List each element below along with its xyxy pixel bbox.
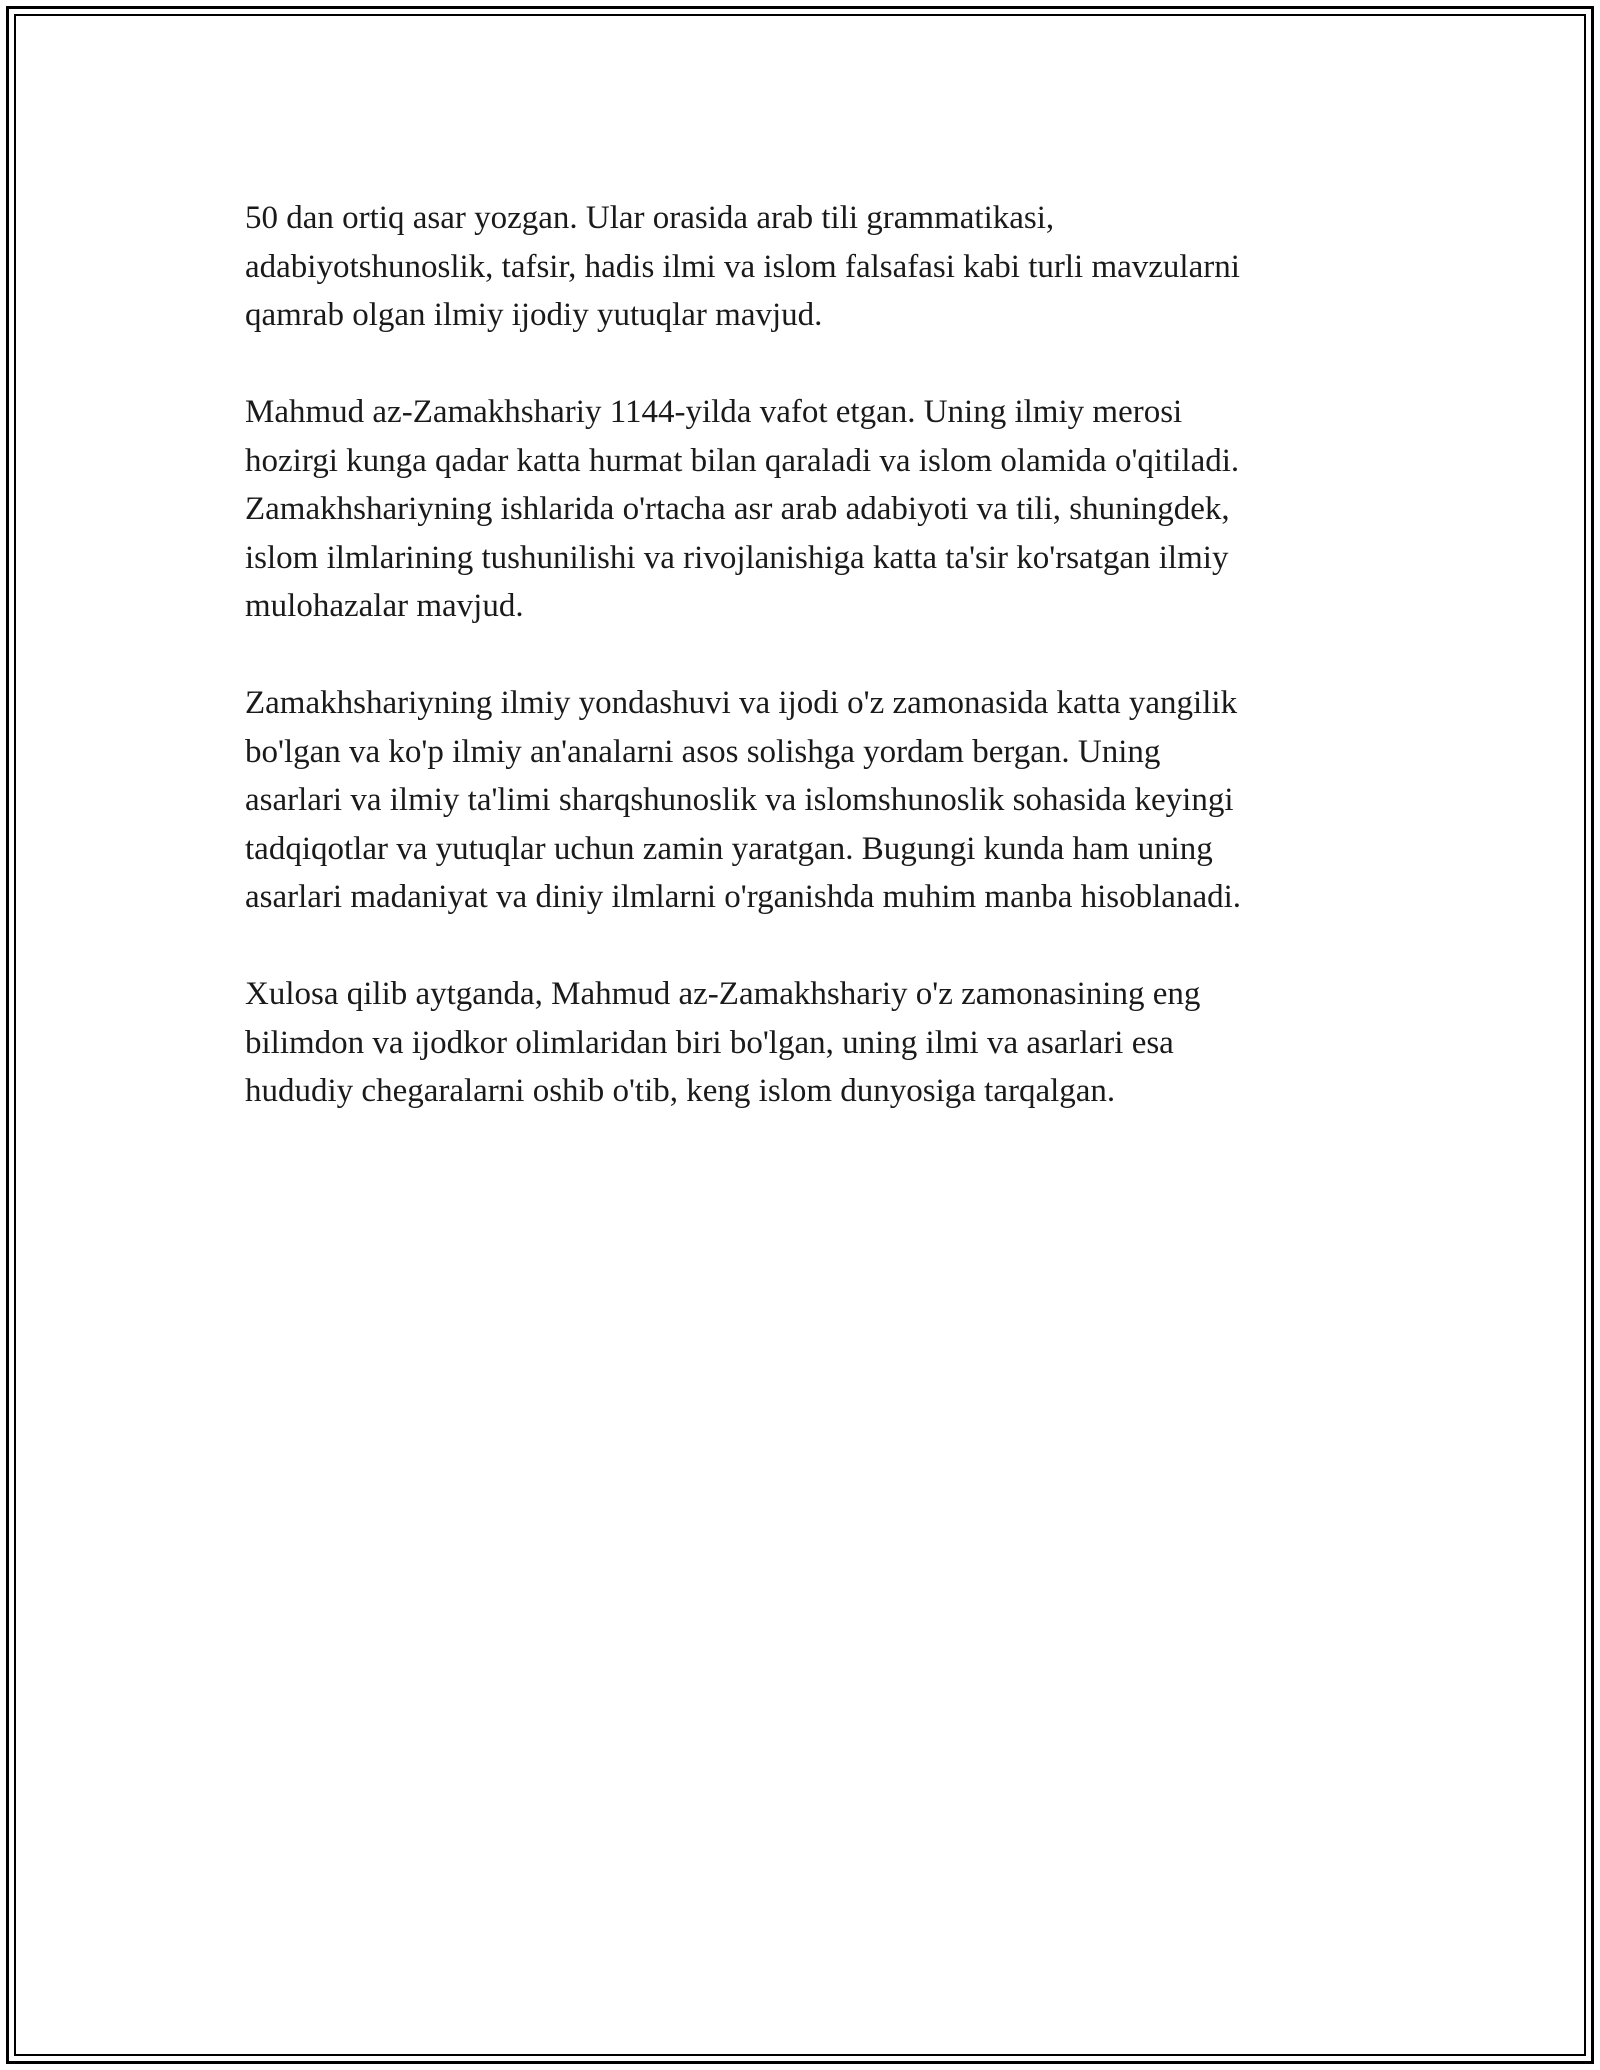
paragraph-line: asarlari madaniyat va diniy ilmlarni o'rganishda muhim manba hisoblanadi.	[245, 879, 1242, 915]
page-border	[6, 6, 1594, 2064]
paragraph-line: mulohazalar mavjud.	[245, 588, 524, 624]
paragraph-line: adabiyotshunoslik, tafsir, hadis ilmi va islom falsafasi kabi turli mavzularni	[245, 248, 1240, 285]
paragraph-line: bo'lgan va ko'p ilmiy an'analarni asos solishga yordam bergan. Uning	[245, 733, 1161, 770]
paragraph-line: asarlari va ilmiy ta'limi sharqshunoslik va islomshunoslik sohasida keyingi	[245, 782, 1234, 818]
paragraph-2	[245, 388, 1375, 631]
paragraph-line: hozirgi kunga qadar katta hurmat bilan qaraladi va islom olamida o'qitiladi.	[245, 442, 1240, 479]
paragraph-line: tadqiqotlar va yutuqlar uchun zamin yaratgan. Bugungi kunda ham uning	[245, 830, 1213, 867]
paragraph-line: 50 dan ortiq asar yozgan. Ular orasida arab tili grammatikasi,	[245, 200, 1055, 236]
paragraph-line: islom ilmlarining tushunilishi va rivojlanishiga katta ta'sir ko'rsatgan ilmiy	[245, 539, 1229, 576]
paragraph-line: Zamakhshariyning ilmiy yondashuvi va ijodi o'z zamonasida katta yangilik	[245, 685, 1238, 721]
paragraph-4	[245, 970, 1375, 1116]
paragraph-line: qamrab olgan ilmiy ijodiy yutuqlar mavjud.	[245, 297, 823, 333]
paragraph-line: Zamakhshariyning ishlarida o'rtacha asr arab adabiyoti va tili, shuningdek,	[245, 491, 1230, 527]
paragraph-1	[245, 194, 1375, 340]
paragraph-3	[245, 679, 1375, 922]
document-body	[245, 194, 1375, 1164]
paragraph-line: Xulosa qilib aytganda, Mahmud az-Zamakhshariy o'z zamonasining eng	[245, 976, 1201, 1012]
paragraph-line: hududiy chegaralarni oshib o'tib, keng islom dunyosiga tarqalgan.	[245, 1073, 1116, 1109]
paragraph-line: Mahmud az-Zamakhshariy 1144-yilda vafot etgan. Uning ilmiy merosi	[245, 394, 1183, 430]
paragraph-line: bilimdon va ijodkor olimlaridan biri bo'lgan, uning ilmi va asarlari esa	[245, 1024, 1174, 1061]
